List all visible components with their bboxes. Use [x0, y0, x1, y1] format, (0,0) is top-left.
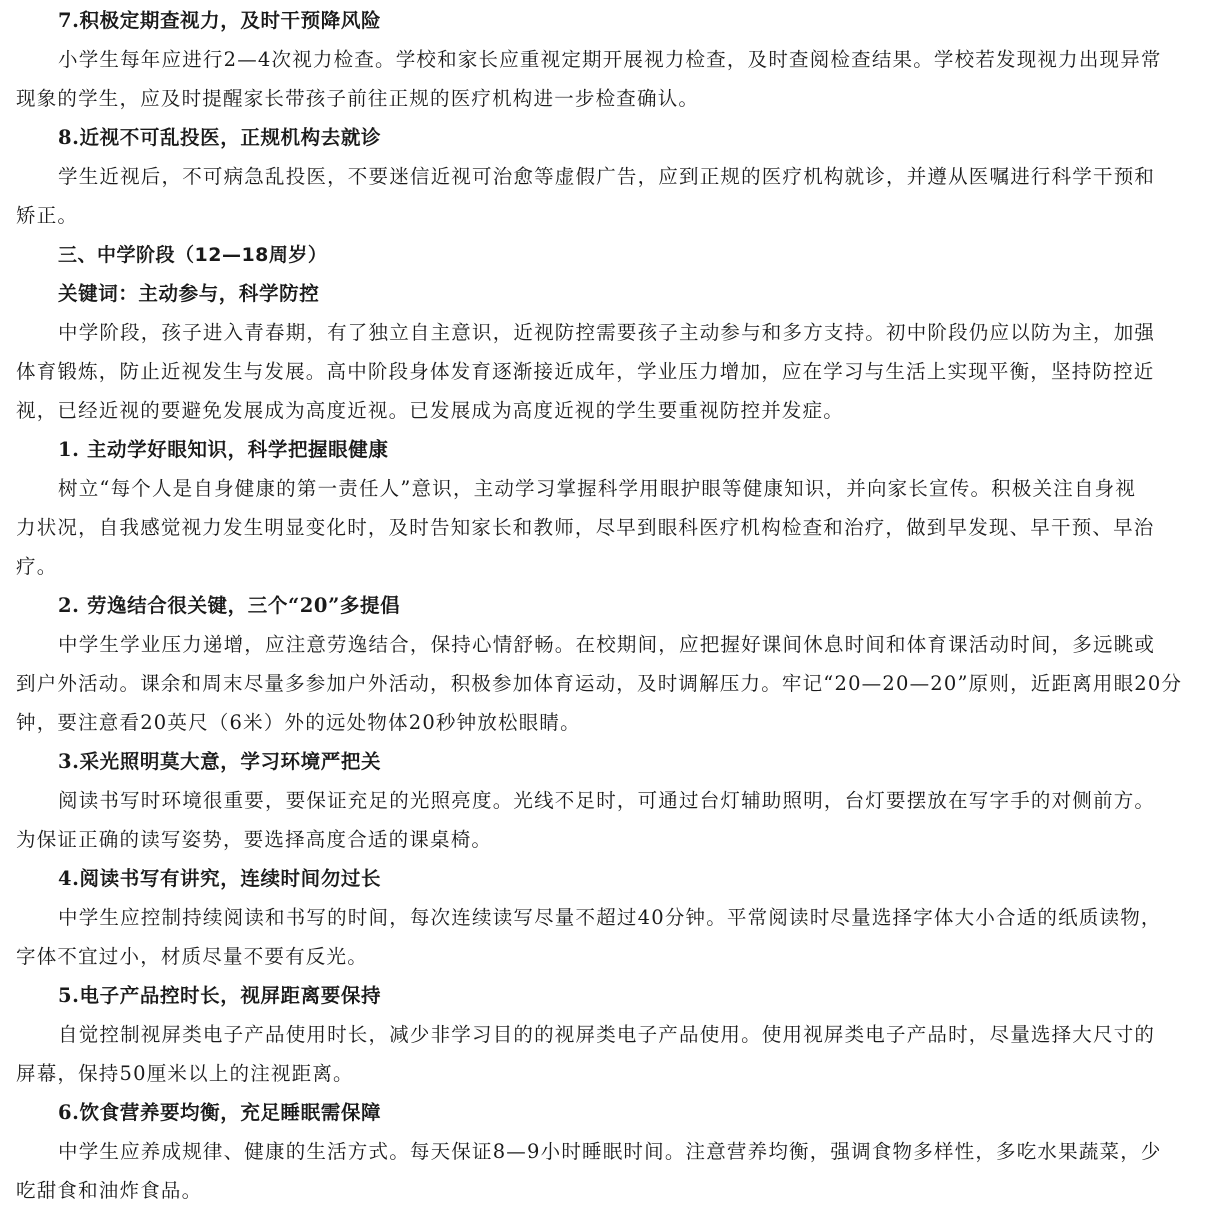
paragraph-line: 中学生学业压力递增，应注意劳逸结合，保持心情舒畅。在校期间，应把握好课间休息时间和体育课活动时间，多远眺或 — [58, 633, 1156, 656]
paragraph-line: 矫正。 — [16, 204, 79, 227]
paragraph-line: 小学生每年应进行2—4次视力检查。学校和家长应重视定期开展视力检查，及时查阅检查结果。学校若发现视力出现异常 — [58, 48, 1162, 71]
section-keywords: 关键词：主动参与，科学防控 — [58, 282, 320, 305]
item-heading-3: 3.采光照明莫大意，学习环境严把关 — [58, 750, 382, 773]
paragraph-line: 学生近视后，不可病急乱投医，不要迷信近视可治愈等虚假广告，应到正规的医疗机构就诊，并遵从医嘱进行科学干预和 — [58, 165, 1156, 188]
paragraph-line: 体育锻炼，防止近视发生与发展。高中阶段身体发育逐渐接近成年，学业压力增加，应在学习与生活上实现平衡，坚持防控近 — [16, 360, 1155, 383]
paragraph-line: 屏幕，保持50厘米以上的注视距离。 — [16, 1062, 354, 1085]
item-heading-5: 5.电子产品控时长，视屏距离要保持 — [58, 984, 382, 1007]
item-heading-1: 1. 主动学好眼知识，科学把握眼健康 — [58, 438, 389, 461]
item-heading-7: 7.积极定期查视力，及时干预降风险 — [58, 9, 382, 32]
paragraph-line: 现象的学生，应及时提醒家长带孩子前往正规的医疗机构进一步检查确认。 — [16, 87, 700, 110]
paragraph-line: 自觉控制视屏类电子产品使用时长，减少非学习目的的视屏类电子产品使用。使用视屏类电子产品时，尽量选择大尺寸的 — [58, 1023, 1156, 1046]
paragraph-line: 视，已经近视的要避免发展成为高度近视。已发展成为高度近视的学生要重视防控并发症。 — [16, 399, 845, 422]
paragraph-line: 疗。 — [16, 555, 58, 578]
item-heading-2: 2. 劳逸结合很关键，三个“20”多提倡 — [58, 594, 401, 617]
item-heading-6: 6.饮食营养要均衡，充足睡眠需保障 — [58, 1101, 382, 1124]
paragraph-line: 力状况，自我感觉视力发生明显变化时，及时告知家长和教师，尽早到眼科医疗机构检查和治疗，做到早发现、早干预、早治 — [16, 516, 1155, 539]
paragraph-line: 到户外活动。课余和周末尽量多参加户外活动，积极参加体育运动，及时调解压力。牢记“20—20—20”原则，近距离用眼20分 — [16, 672, 1183, 695]
paragraph-line: 树立“每个人是自身健康的第一责任人”意识，主动学习掌握科学用眼护眼等健康知识，并向家长宣传。积极关注自身视 — [58, 477, 1137, 500]
paragraph-line: 中学阶段，孩子进入青春期，有了独立自主意识，近视防控需要孩子主动参与和多方支持。初中阶段仍应以防为主，加强 — [58, 321, 1156, 344]
paragraph-line: 中学生应养成规律、健康的生活方式。每天保证8—9小时睡眠时间。注意营养均衡，强调食物多样性，多吃水果蔬菜，少 — [58, 1140, 1162, 1163]
paragraph-line: 字体不宜过小，材质尽量不要有反光。 — [16, 945, 368, 968]
paragraph-line: 吃甜食和油炸食品。 — [16, 1179, 203, 1202]
section-title: 三、中学阶段（12—18周岁） — [58, 244, 328, 266]
paragraph-line: 钟，要注意看20英尺（6米）外的远处物体20秒钟放松眼睛。 — [16, 711, 581, 734]
paragraph-line: 中学生应控制持续阅读和书写的时间，每次连续读写尽量不超过40分钟。平常阅读时尽量选择字体大小合适的纸质读物， — [58, 906, 1162, 929]
item-heading-8: 8.近视不可乱投医，正规机构去就诊 — [58, 126, 382, 149]
item-heading-4: 4.阅读书写有讲究，连续时间勿过长 — [58, 867, 382, 890]
paragraph-line: 阅读书写时环境很重要，要保证充足的光照亮度。光线不足时，可通过台灯辅助照明，台灯要摆放在写字手的对侧前方。 — [58, 789, 1156, 812]
paragraph-line: 为保证正确的读写姿势，要选择高度合适的课桌椅。 — [16, 828, 493, 851]
